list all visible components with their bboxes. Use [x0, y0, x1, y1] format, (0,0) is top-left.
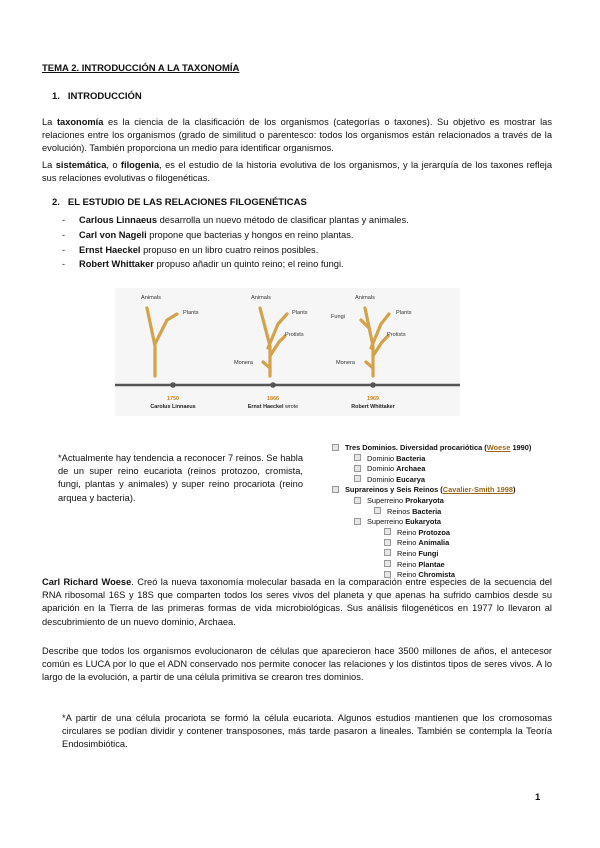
tree-node-icon: [384, 528, 391, 535]
list-item: [62, 258, 542, 271]
tree-r9-pre: Reino: [397, 527, 419, 537]
tree2-label-animals: Animals: [251, 295, 271, 301]
tree-row-animalia[interactable]: [332, 538, 572, 549]
para1-post: es la ciencia de la clasificación de los organismos (categorías o taxones). Su objetivo es mostrar las relaciones entre los organismos (grado de similitud o parentesco: todos los organismos están relacionados a través de la evolución). También proporciona un medio para identificar organismos.: [42, 117, 552, 154]
tree-r4-pre: Dominio: [367, 474, 397, 484]
tree-row-bacteria[interactable]: [332, 454, 572, 465]
cavalier-smith-link[interactable]: Cavalier-Smith 1998: [442, 485, 514, 495]
section-2-heading: [52, 196, 307, 209]
tree-r2-name: Bacteria: [396, 453, 426, 463]
tree1-label-plants: Plants: [183, 310, 199, 316]
section-2-number: 2.: [52, 197, 60, 208]
timeline-marker-1969: [370, 382, 376, 388]
list-item: [62, 214, 542, 227]
tree-r13-name: Chromista: [418, 570, 455, 580]
bullet-dash: -: [62, 229, 66, 240]
kingdoms-history-diagram: [115, 288, 460, 416]
tree-r3-name: Archaea: [396, 464, 426, 474]
timeline-author-haeckel: [248, 404, 298, 410]
tree-r2-pre: Dominio: [367, 453, 397, 463]
tree-r7-name: Bacteria: [412, 506, 442, 516]
term-filogenia: filogenia: [120, 160, 160, 170]
haeckel-suffix: wrote: [283, 404, 299, 410]
note-seven-kingdoms: *Actualmente hay tendencia a reconocer 7 reinos. Se habla de un super reino eucariota (reinos protozoo, cromista, fungi, plantas y animales) y super reino procariota (reino arquea y bacteria).: [58, 453, 303, 503]
tree-node-icon: [354, 475, 361, 482]
page-number: 1: [535, 792, 541, 803]
scientist-name: Robert Whittaker: [79, 259, 154, 270]
haeckel-name: Ernst Haeckel: [247, 404, 284, 410]
tree-node-icon: [354, 465, 361, 472]
tree-r8-pre: Superreino: [367, 517, 406, 527]
tree-r10-name: Animalia: [418, 538, 450, 548]
section-1-title: INTRODUCCIÓN: [67, 91, 142, 102]
scientist-name: Carlous Linnaeus: [79, 215, 158, 225]
tree-r12-pre: Reino: [397, 559, 419, 569]
tree-row-protozoa[interactable]: [332, 528, 572, 539]
tree-node-icon: [354, 518, 361, 525]
tree-row-prokaryota[interactable]: [332, 496, 572, 507]
tree-row-eukaryota[interactable]: [332, 517, 572, 528]
scientist-text: desarrolla un nuevo método de clasificar plantas y animales.: [157, 215, 409, 225]
tree3-label-fungi: Fungi: [331, 314, 345, 320]
woese-text: . Creó la nueva taxonomía molecular basada en la comparación entre especies de la secuencia del RNA ribosomal 16S y 18S que comparten todos los seres vivos del planeta y que apenas ha sufrido cambios desde su aparición en la Tierra de las primeras formas de vida microbiológicas. Sus análisis filogenéticos en 1977 lo llevaron al descubrimiento de un nuevo dominio, Archaea.: [42, 577, 552, 627]
tree-r13-pre: Reino: [397, 570, 419, 580]
tree3-label-animals: Animals: [355, 295, 375, 301]
tree-row-reinos-bacteria[interactable]: [332, 507, 572, 518]
tree-row-archaea[interactable]: [332, 464, 572, 475]
tree-node-icon: [374, 507, 381, 514]
tree-r3-pre: Dominio: [367, 464, 397, 474]
paragraph-luca: Describe que todos los organismos evolucionaron de células que aparecieron hace 3500 millones de años, el antecesor común es LUCA por lo que el ADN conservado nos permite conocer las relaciones y los distintos tipos de seres vivos. A lo largo de la evolución, a partir de una célula primitiva se crearon tres dominios.: [42, 646, 552, 683]
tree1-branch-animals: [147, 308, 155, 376]
list-item: [62, 229, 542, 242]
tree-r9-name: Protozoa: [418, 527, 450, 537]
tree-node-icon: [384, 549, 391, 556]
tree-row-suprareinos[interactable]: [332, 485, 572, 496]
tree-r4-name: Eucarya: [396, 474, 425, 484]
paragraph-sistematica: [42, 159, 552, 185]
woese-name: Carl Richard Woese: [42, 577, 132, 587]
tree-node-icon: [384, 560, 391, 567]
tree3-label-plants: Plants: [396, 310, 412, 316]
tree2-label-plants: Plants: [292, 310, 308, 316]
term-sistematica: sistemática: [55, 160, 107, 170]
section-1-heading: [52, 90, 142, 103]
scientists-list: [62, 214, 542, 273]
three-domains-label: Tres Dominios. Diversidad procariótica (: [345, 443, 487, 452]
para2-post: , es el estudio de la historia evolutiva de los organismos, y la jerarquía de los taxones refleja sus relaciones evolutivas o filogenéticas.: [42, 160, 552, 184]
tree-r12-name: Plantae: [418, 559, 445, 569]
tree-node-icon: [332, 486, 339, 493]
timeline-year-1969: 1969: [367, 396, 379, 402]
tree-node-icon: [354, 497, 361, 504]
tree-row-fungi[interactable]: [332, 549, 572, 560]
timeline-year-1750: 1750: [167, 396, 179, 402]
timeline-author-linnaeus: Carolus Linnaeus: [150, 404, 196, 410]
tree-r11-name: Fungi: [418, 548, 439, 558]
suprareinos-label: Suprareinos y Seis Reinos (: [345, 485, 443, 495]
para2-mid: , o: [106, 160, 121, 170]
scientist-text: propuso en un libro cuatro reinos posibles.: [140, 244, 319, 255]
term-taxonomia: taxonomía: [56, 117, 104, 127]
note-eukaryotic-cell: *A partir de una célula procariota se formó la célula eucariota. Algunos estudios mantienen que los cromosomas circulares se podían dividir y contener transposones, más tarde pasaron a lineales. También se contempla la Teoría Endosimbiótica.: [62, 713, 552, 750]
tree-r6-name: Prokaryota: [405, 495, 444, 505]
bullet-dash: -: [62, 259, 66, 270]
scientist-name: Carl von Nageli: [79, 229, 147, 240]
tree-r6-pre: Superreino: [367, 495, 406, 505]
tree-node-icon: [332, 444, 339, 451]
tree1-branch-plants: [155, 314, 177, 344]
scientist-name: Ernst Haeckel: [79, 244, 141, 255]
tree1-label-animals: Animals: [141, 295, 161, 301]
section-2-title: EL ESTUDIO DE LAS RELACIONES FILOGENÉTICAS: [67, 197, 307, 208]
woese-link[interactable]: Woese: [486, 443, 511, 452]
tree-r7-pre: Reinos: [387, 506, 413, 516]
timeline-marker-1750: [170, 382, 176, 388]
timeline-year-1866: 1866: [267, 396, 279, 402]
paragraph-woese: [42, 576, 552, 629]
list-item: [62, 244, 542, 257]
scientist-text: propone que bacterias y hongos en reino plantas.: [146, 229, 354, 240]
para1-pre: La: [42, 117, 57, 127]
tree-node-icon: [384, 539, 391, 546]
suprareinos-tail: ): [513, 485, 516, 495]
document-title: TEMA 2. INTRODUCCIÓN A LA TAXONOMÍA: [42, 63, 240, 74]
tree-node-icon: [354, 454, 361, 461]
tree-row-plantae[interactable]: [332, 560, 572, 571]
kingdoms-diagram-svg: [115, 288, 460, 416]
paragraph-taxonomia: [42, 116, 552, 156]
three-domains-tail: 1990): [510, 443, 532, 452]
bullet-dash: -: [62, 244, 66, 255]
tree3-label-monera: Monera: [336, 360, 355, 366]
section-1-number: 1.: [52, 91, 60, 102]
bullet-dash: -: [62, 215, 66, 225]
tree-r8-name: Eukaryota: [405, 517, 441, 527]
classification-tree: [332, 443, 572, 581]
tree-row-eucarya[interactable]: [332, 475, 572, 486]
tree3-label-protists: Protists: [387, 332, 406, 338]
timeline-marker-1866: [270, 382, 276, 388]
scientist-text: propuso añadir un quinto reino; el reino fungi.: [153, 259, 344, 270]
tree2-label-protists: Protists: [285, 332, 304, 338]
tree-row-three-domains[interactable]: [332, 443, 572, 454]
timeline-author-whittaker: Robert Whittaker: [351, 404, 395, 410]
tree-r11-pre: Reino: [397, 548, 419, 558]
tree2-label-monera: Monera: [234, 360, 253, 366]
tree-r10-pre: Reino: [397, 538, 419, 548]
para2-pre: La: [42, 160, 56, 170]
